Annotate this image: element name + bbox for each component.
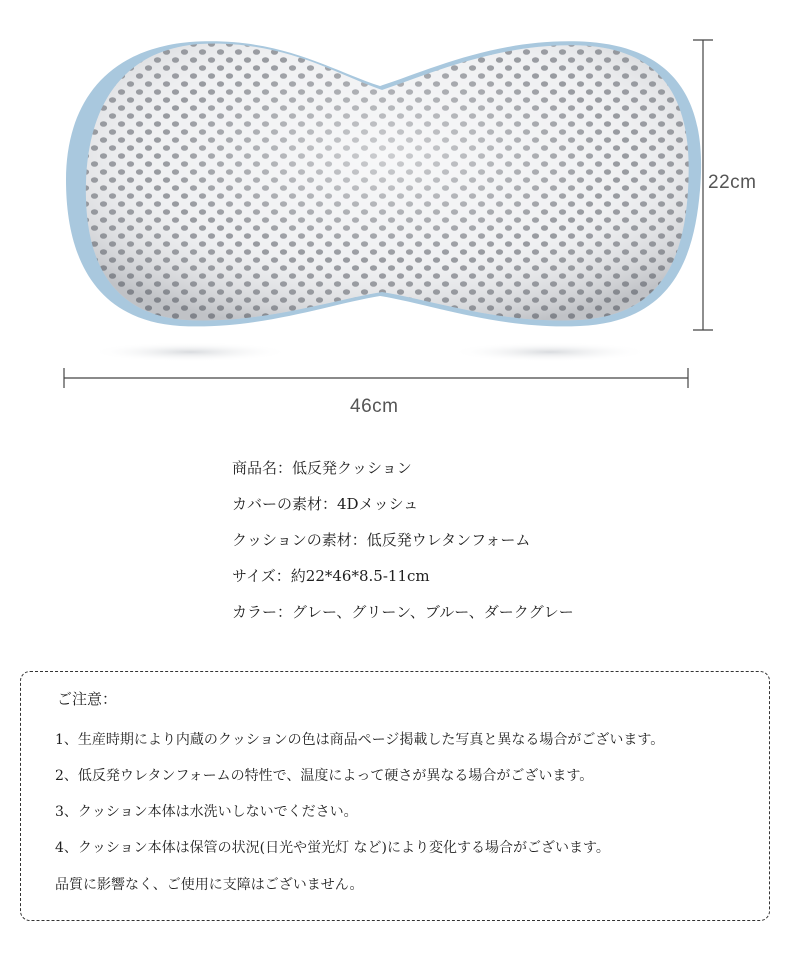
spec-size: サイズ：約22*46*8.5-11cm: [232, 567, 430, 585]
width-dimension-line: [64, 368, 688, 388]
spec-cover-material: カバーの素材：4Dメッシュ: [232, 495, 419, 513]
spec-colors: カラー：グレー、グリーン、ブルー、ダークグレー: [232, 603, 574, 621]
spec-cushion-material: クッションの素材：低反発ウレタンフォーム: [232, 531, 531, 549]
notes-list: [55, 730, 664, 874]
note-item: 3、クッション本体は水洗いしないでください。: [55, 804, 358, 820]
notes-title: ご注意：: [57, 690, 118, 708]
width-label: 46cm: [350, 396, 399, 417]
spec-product-name: 商品名：低反発クッション: [232, 459, 412, 477]
note-item: 4、クッション本体は保管の状況(日光や蛍光灯 など)により変化する場合がございます。: [55, 840, 610, 856]
spec-list: [232, 458, 574, 638]
notes-box: [20, 671, 770, 921]
note-item: 1、生産時期により内蔵のクッションの色は商品ページ掲載した写真と異なる場合がございます。: [55, 732, 665, 748]
notes-footer: 品質に影響なく、ご使用に支障はございません。: [55, 877, 364, 893]
height-label: 22cm: [708, 172, 757, 193]
product-image-area: [0, 0, 790, 440]
pillow-illustration: [0, 0, 790, 440]
note-item: 2、低反発ウレタンフォームの特性で、温度によって硬さが異なる場合がございます。: [55, 768, 594, 784]
